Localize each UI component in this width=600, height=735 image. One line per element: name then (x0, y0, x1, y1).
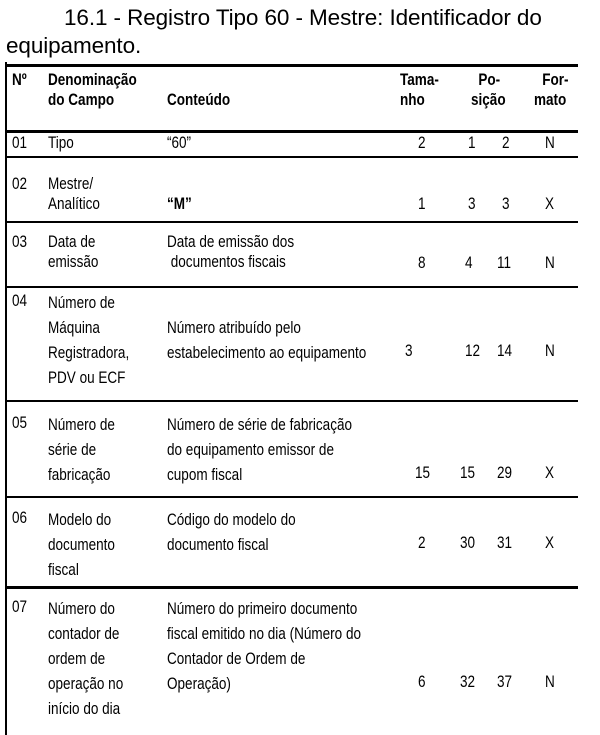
row-content-line: fiscal emitido no dia (Número do (167, 625, 362, 643)
row-content (167, 508, 296, 558)
table-header (0, 68, 600, 128)
row-field-name-line: Número de (48, 294, 115, 312)
header-denominacao-line-1: Denominação (48, 71, 137, 89)
row-number: 04 (12, 292, 28, 310)
row-field-name-line: emissão (48, 253, 99, 271)
row-divider (6, 221, 578, 223)
row-field-name-line: Número do (48, 600, 115, 618)
section-title-line-1: 16.1 - Registro Tipo 60 - Mestre: Identificador do (64, 5, 542, 30)
header-bottom-rule (6, 130, 578, 133)
row-size: 1 (418, 195, 426, 213)
row-content-line: documentos fiscais (167, 253, 286, 271)
row-format: N (545, 134, 555, 152)
row-content (167, 316, 366, 366)
row-divider (6, 286, 578, 288)
header-denominacao-line-2: do Campo (48, 91, 115, 109)
row-position-end: 11 (497, 254, 512, 272)
row-format: N (545, 254, 555, 272)
header-posicao-line-1: Po- (478, 71, 501, 89)
row-format: N (545, 673, 555, 691)
row-content-line: estabelecimento ao equipamento (167, 344, 367, 362)
row-position-end: 2 (502, 134, 510, 152)
row-field-name (48, 291, 129, 391)
header-conteudo: Conteúdo (167, 91, 231, 109)
header-formato (534, 70, 569, 110)
row-divider (6, 156, 578, 158)
row-position-end: 3 (502, 195, 510, 213)
row-field-name-line: Número de (48, 416, 115, 434)
row-number: 06 (12, 509, 28, 527)
header-tamanho-line-1: Tama- (400, 71, 439, 89)
row-size: 15 (415, 464, 431, 482)
row-content-line: Código do modelo do (167, 511, 296, 529)
row-position-end: 37 (497, 673, 513, 691)
row-field-name-line: Registradora, (48, 344, 130, 362)
row-size: 8 (418, 254, 426, 272)
row-field-name-line: ordem de (48, 650, 106, 668)
row-position-start: 15 (460, 464, 476, 482)
row-field-name-line: documento (48, 536, 115, 554)
row-number: 07 (12, 598, 28, 616)
header-tamanho (400, 70, 439, 110)
row-field-name-line: operação no (48, 675, 124, 693)
row-number: 05 (12, 414, 28, 432)
row-field-name (48, 413, 115, 488)
row-content (167, 413, 352, 488)
row-format: X (545, 534, 555, 552)
row-number: 03 (12, 233, 28, 251)
row-field-name-line: série de (48, 441, 97, 459)
header-denominacao (48, 70, 137, 110)
row-content (167, 232, 294, 272)
row-format: X (545, 464, 555, 482)
row-field-name-line: fabricação (48, 466, 111, 484)
row-position-end: 29 (497, 464, 513, 482)
row-number: 01 (12, 134, 28, 152)
row-field-name-line: Analítico (48, 195, 100, 213)
row-field-name: Tipo (48, 134, 74, 152)
row-content-line: Número atribuído pelo (167, 319, 301, 337)
row-size: 2 (418, 534, 426, 552)
row-position-start: 30 (460, 534, 476, 552)
header-posicao-line-2: sição (471, 91, 506, 109)
header-tamanho-line-2: nho (400, 91, 425, 109)
header-formato-line-1: For- (542, 71, 569, 89)
row-field-name-line: Máquina (48, 319, 100, 337)
row-position-start: 1 (468, 134, 476, 152)
row-content-line: documento fiscal (167, 536, 269, 554)
row-position-end: 31 (497, 534, 513, 552)
row-content-line: Data de emissão dos (167, 233, 295, 251)
row-field-name (48, 597, 123, 722)
row-size: 2 (418, 134, 426, 152)
row-divider (6, 400, 578, 402)
section-title (6, 4, 596, 60)
row-field-name-line: Mestre/ (48, 175, 94, 193)
row-content-line: Operação) (167, 675, 231, 693)
row-field-name-line: PDV ou ECF (48, 369, 126, 387)
row-content: “60” (167, 134, 192, 152)
row-number: 02 (12, 175, 28, 193)
row-content (167, 597, 361, 697)
row-position-start: 32 (460, 673, 476, 691)
row-size: 3 (405, 342, 413, 360)
row-content: “M” (167, 195, 192, 213)
row-format: X (545, 195, 555, 213)
row-position-start: 3 (468, 195, 476, 213)
row-content-line: do equipamento emissor de (167, 441, 334, 459)
row-field-name (48, 508, 115, 583)
header-no: Nº (12, 71, 27, 89)
row-format: N (545, 342, 555, 360)
row-position-start: 12 (465, 342, 481, 360)
row-field-name-line: início do dia (48, 700, 121, 718)
header-formato-line-2: mato (534, 91, 567, 109)
row-content-line: Contador de Ordem de (167, 650, 306, 668)
row-field-name (48, 232, 98, 272)
row-size: 6 (418, 673, 426, 691)
row-divider (6, 496, 578, 498)
table-top-rule (6, 64, 578, 67)
row-divider (6, 586, 578, 589)
row-field-name-line: contador de (48, 625, 120, 643)
row-position-end: 14 (497, 342, 513, 360)
row-content-line: cupom fiscal (167, 466, 243, 484)
row-field-name-line: Modelo do (48, 511, 112, 529)
left-margin-rule (5, 62, 7, 735)
row-field-name (48, 174, 100, 214)
row-field-name-line: Data de (48, 233, 96, 251)
header-posicao (471, 70, 506, 110)
section-title-line-2: equipamento. (6, 33, 142, 58)
row-field-name-line: fiscal (48, 561, 79, 579)
row-position-start: 4 (465, 254, 473, 272)
row-content-line: Número de série de fabricação (167, 416, 353, 434)
row-content-line: Número do primeiro documento (167, 600, 358, 618)
